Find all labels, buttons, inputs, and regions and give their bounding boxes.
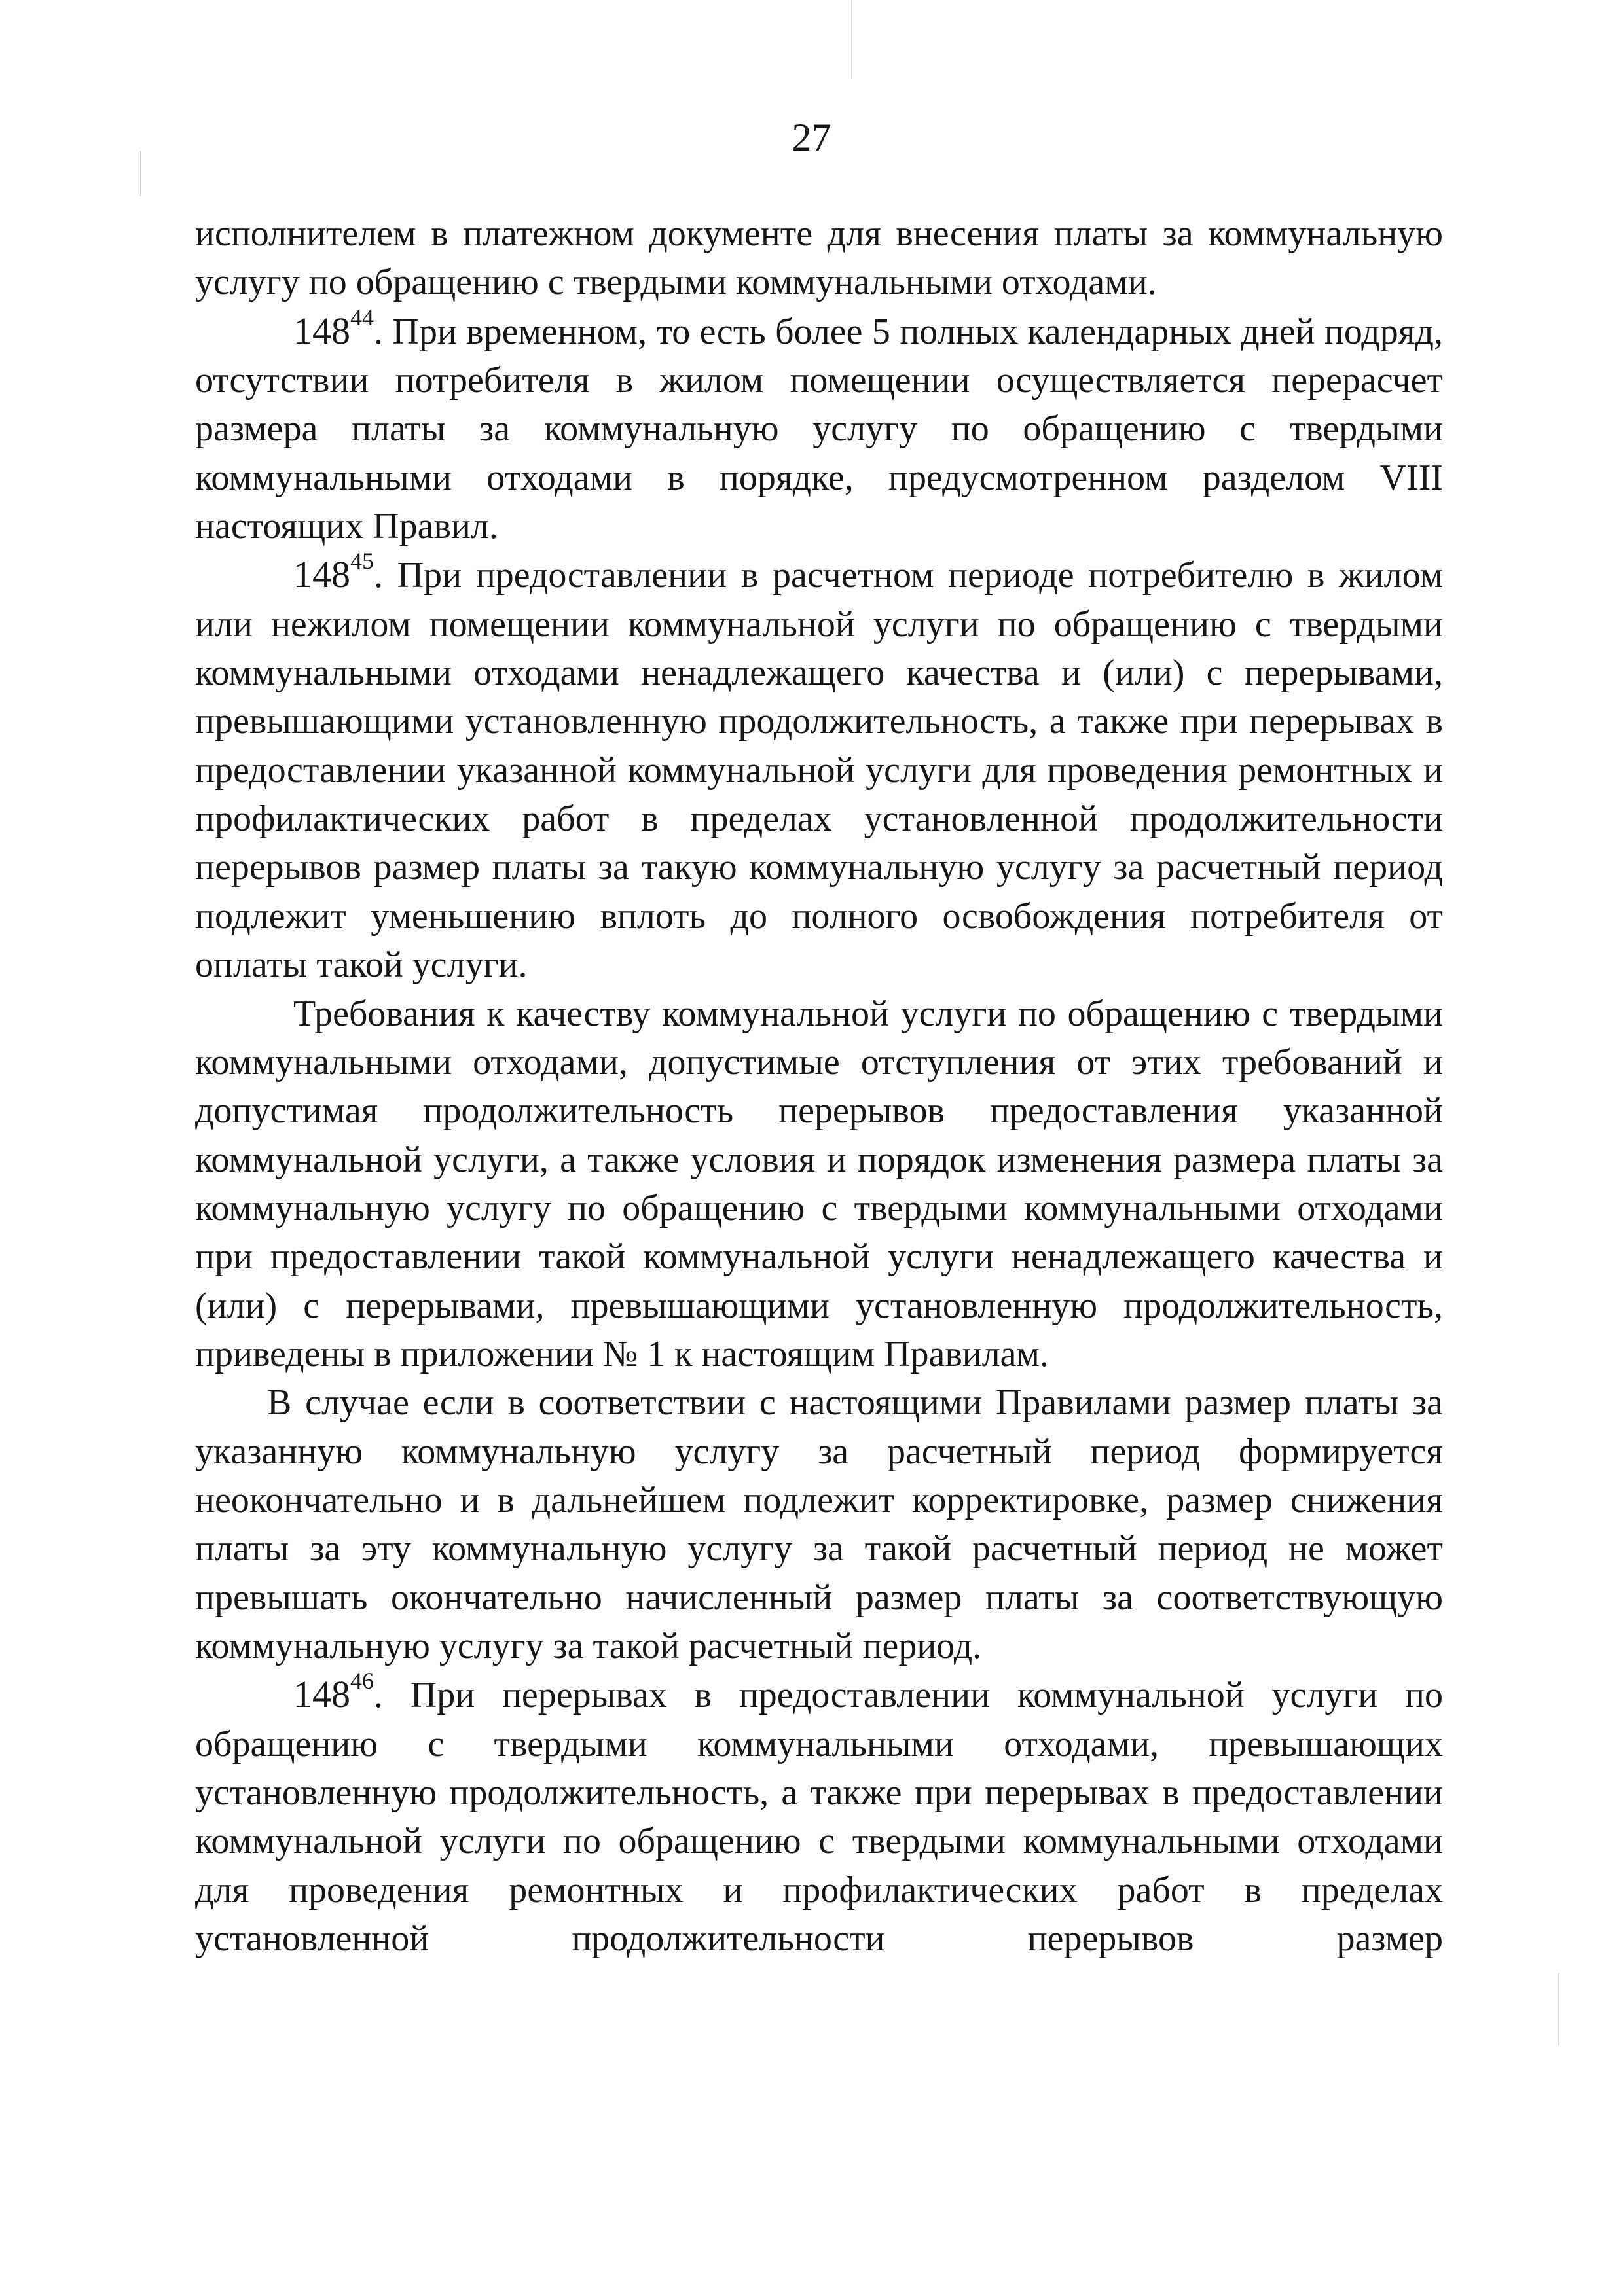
paragraph-148-46	[195, 1670, 1443, 1963]
clause-number-base: 148	[293, 309, 350, 352]
clause-number-superscript: 44	[350, 304, 374, 331]
paragraph-text: . При временном, то есть более 5 полных календарных дней подряд, отсутствии потребителя в жилом помещении осуществляется перерасчет размера платы за коммунальную услугу по обращению с твердыми коммунальными отходами в порядке, предусмотренном разделом VIII настоящих Правил.	[195, 311, 1443, 547]
paragraph-quality-requirements	[195, 990, 1443, 1379]
scan-mark-left	[140, 151, 141, 196]
clause-number-superscript: 46	[350, 1668, 374, 1695]
document-body	[195, 209, 1443, 1963]
paragraph-text: . При предоставлении в расчетном периоде потребителю в жилом или нежилом помещении коммунальной услуги по обращению с твердыми коммунальными отходами ненадлежащего качества и (или) с перерывами, превышающими установленную продолжительность, а также при перерывах в предоставлении указанной коммунальной услуги для проведения ремонтных и профилактических работ в пределах установленной продолжительности перерывов размер платы за такую коммунальную услугу за расчетный период подлежит уменьшению вплоть до полного освобождения потребителя от оплаты такой услуги.	[195, 555, 1443, 986]
clause-number	[293, 304, 374, 352]
scan-mark-top	[851, 0, 852, 79]
clause-number-base: 148	[293, 553, 350, 596]
paragraph-payment-adjustment	[195, 1378, 1443, 1670]
paragraph-148-44	[195, 304, 1443, 551]
paragraph-text: . При перерывах в предоставлении коммунальной услуги по обращению с твердыми коммунальными отходами, превышающих установленную продолжительность, а также при перерывах в предоставлении коммунальной услуги по обращению с твердыми коммунальными отходами для проведения ремонтных и профилактических работ в пределах установленной продолжительности перерывов размер	[195, 1675, 1443, 1960]
clause-number-superscript: 45	[350, 548, 374, 575]
page-number: 27	[792, 116, 831, 159]
clause-number	[293, 548, 374, 596]
scan-mark-right	[1558, 1973, 1559, 2045]
paragraph-148-45	[195, 550, 1443, 989]
paragraph-text: исполнителем в платежном документе для внесения платы за коммунальную услугу по обращению с твердыми коммунальными отходами.	[195, 213, 1443, 303]
paragraph-text: Требования к качеству коммунальной услуги по обращению с твердыми коммунальными отходами, допустимые отступления от этих требований и допустимая продолжительность перерывов предоставления указанной коммунальной услуги, а также условия и порядок изменения размера платы за коммунальную услугу по обращению с твердыми коммунальными отходами при предоставлении такой коммунальной услуги ненадлежащего качества и (или) с перерывами, превышающими установленную продолжительность, приведены в приложении № 1 к настоящим Правилам.	[195, 993, 1443, 1374]
clause-number-base: 148	[293, 1673, 350, 1716]
clause-number	[293, 1668, 374, 1716]
paragraph-text: В случае если в соответствии с настоящими Правилами размер платы за указанную коммунальную услугу за расчетный период формируется неокончательно и в дальнейшем подлежит корректировке, размер снижения платы за эту коммунальную услугу за такой расчетный период не может превышать окончательно начисленный размер платы за соответствующую коммунальную услугу за такой расчетный период.	[195, 1382, 1443, 1666]
paragraph-continuation	[195, 209, 1443, 307]
